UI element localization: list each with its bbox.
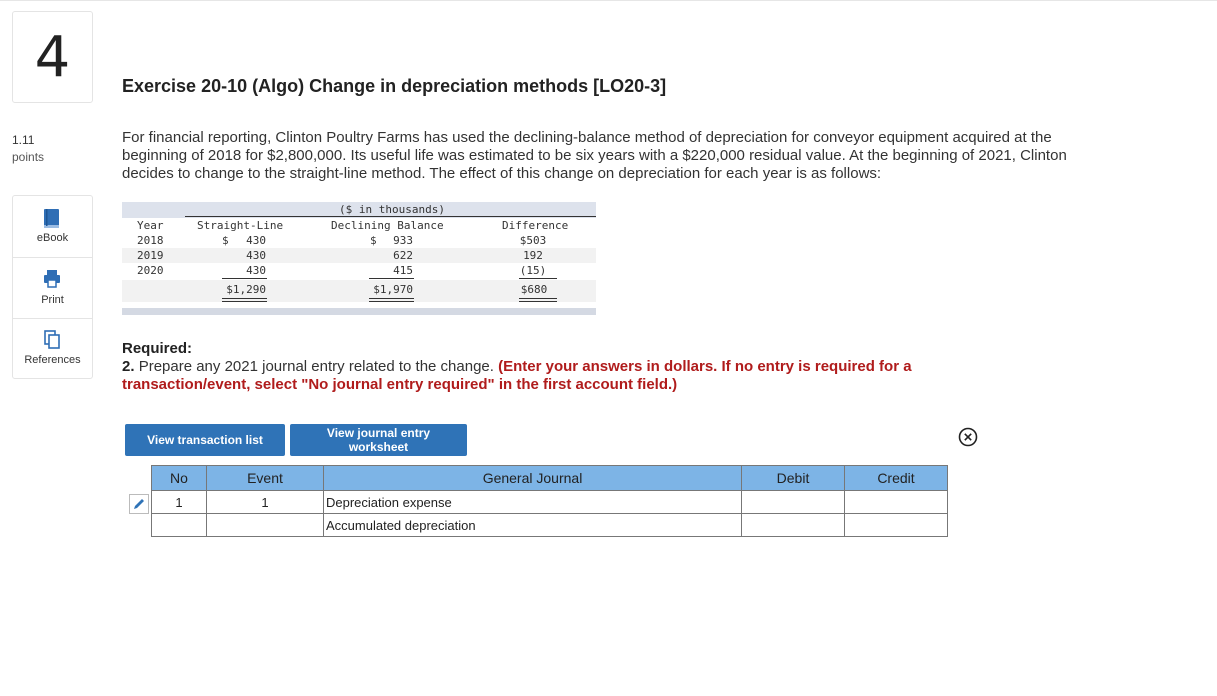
row-event: 1 [207,491,324,514]
view-journal-entry-worksheet-button[interactable]: View journal entry worksheet [290,424,467,456]
diff-value: $503 [519,234,547,247]
diff-value: 192 [523,249,543,262]
unit-header: ($ in thousands) [339,203,445,216]
sl-value: 430 [246,264,266,277]
col-straight-line: Straight-Line [197,219,284,232]
references-button[interactable] [13,318,92,380]
top-divider [0,0,1217,1]
sl-value: 430 [246,234,266,247]
print-label: Print [41,294,64,306]
account-cell[interactable]: Depreciation expense [324,491,742,514]
header-rule [185,216,596,217]
credit-cell[interactable] [845,491,948,514]
print-button[interactable] [13,257,92,319]
db-prefix: $ [370,234,377,247]
account-cell[interactable]: Accumulated depreciation [324,514,742,537]
debit-cell[interactable] [742,491,845,514]
row-year: 2018 [137,234,164,247]
ebook-button[interactable] [13,196,92,257]
row-no [152,514,207,537]
row-year: 2020 [137,264,164,277]
required-text: Prepare any 2021 journal entry related to the change. [138,358,494,375]
db-total: $1,970 [373,283,413,296]
required-instructions [122,358,962,394]
sl-total: $1,290 [226,283,266,296]
book-icon [42,208,62,230]
debit-cell[interactable] [742,514,845,537]
row-year: 2019 [137,249,164,262]
edit-pencil-icon[interactable] [129,494,149,514]
header-credit: Credit [845,466,948,491]
table-row [152,491,948,514]
diff-total: $680 [520,283,548,296]
journal-entry-table [151,465,948,537]
col-year: Year [137,219,164,232]
view-transaction-list-button[interactable]: View transaction list [125,424,285,456]
db-value: 415 [393,264,413,277]
sl-prefix: $ [222,234,229,247]
points-value: 1.11 [12,133,35,147]
question-number: 4 [12,11,93,103]
ebook-label: eBook [36,232,69,244]
db-value: 933 [393,234,413,247]
header-event: Event [207,466,324,491]
header-no: No [152,466,207,491]
required-note: (Enter your answers in dollars. If no entry is required for a transaction/event, select "No journal entry required" in the first account field.) [122,358,912,393]
col-difference: Difference [502,219,569,232]
tools-panel [12,195,93,379]
depreciation-table [122,202,596,315]
sl-value: 430 [246,249,266,262]
credit-cell[interactable] [845,514,948,537]
exercise-title: Exercise 20-10 (Algo) Change in depreciation methods [LO20-3] [122,76,667,96]
close-icon[interactable] [958,427,978,447]
row-event [207,514,324,537]
points-label: points [12,150,45,164]
required-heading: Required: [122,340,193,357]
problem-statement: For financial reporting, Clinton Poultry Farms has used the declining-balance method of depreciation for conveyor equipment acquired at the beginning of 2018 for $2,800,000. Its useful life was estimated to be six years with a $220,000 residual value. At the beginning of 2021, Clinton decides to change to the straight-line method. The effect of this change on depreciation for each year is as follows: [122,129,1067,182]
required-number: 2. [122,358,135,375]
references-label: References [24,354,81,366]
row-no: 1 [152,491,207,514]
pencil-icon [130,495,148,513]
header-debit: Debit [742,466,845,491]
diff-value: (15) [519,264,547,277]
header-general-journal: General Journal [324,466,742,491]
db-value: 622 [393,249,413,262]
documents-icon [42,329,62,351]
printer-icon [42,268,62,290]
col-declining-balance: Declining Balance [331,219,444,232]
table-row [152,514,948,537]
